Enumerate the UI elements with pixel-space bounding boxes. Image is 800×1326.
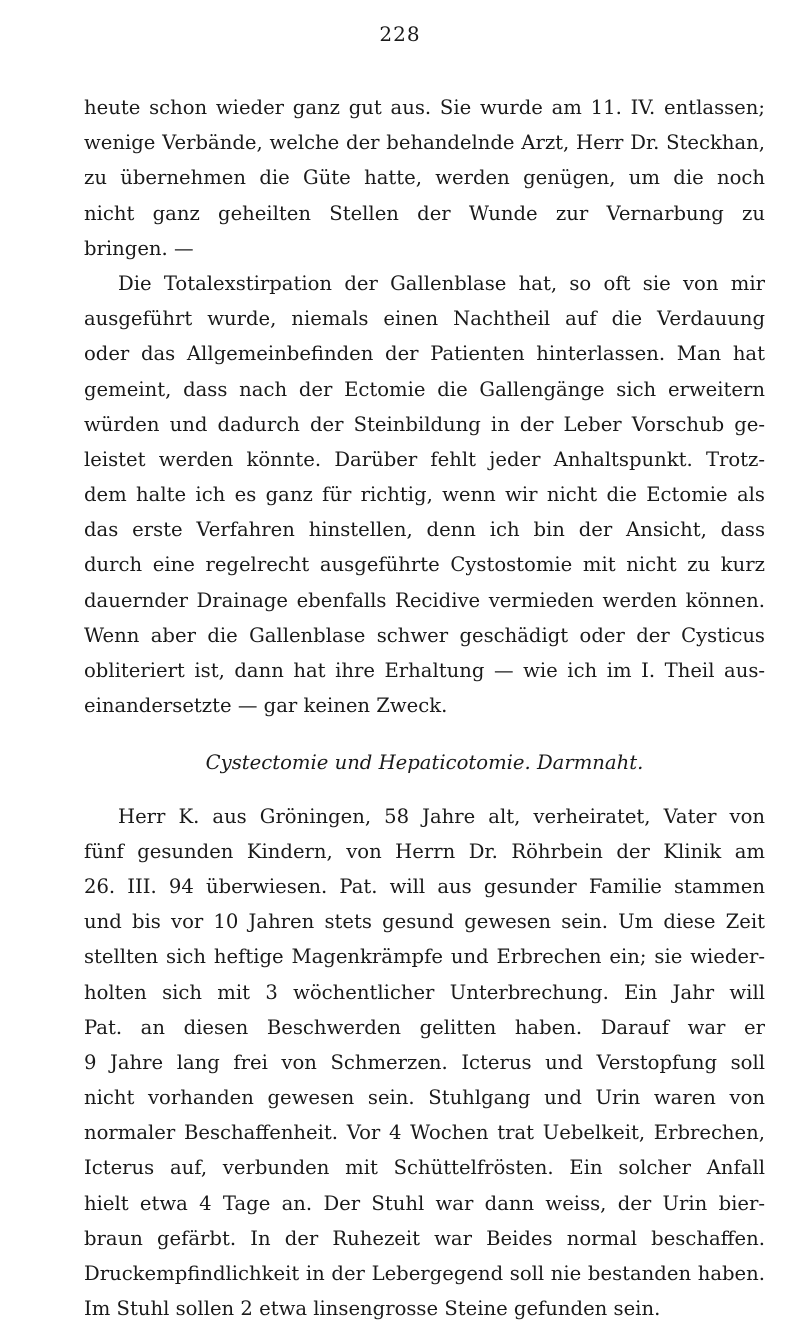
- text-line: oder das Allgemeinbefinden der Patienten hinterlassen. Man hat: [84, 342, 765, 366]
- text-line: braun gefärbt. In der Ruhezeit war Beides normal beschaffen.: [84, 1226, 765, 1250]
- text-line: Herr K. aus Gröningen, 58 Jahre alt, verheiratet, Vater von: [118, 804, 765, 828]
- text-line: bringen. —: [84, 236, 194, 260]
- text-line: gemeint, dass nach der Ectomie die Gallengänge sich erweitern: [84, 377, 765, 401]
- body-text: [84, 90, 765, 1326]
- text-line: stellten sich heftige Magenkrämpfe und Erbrechen ein; sie wieder-: [84, 945, 765, 969]
- text-line: ausgeführt wurde, niemals einen Nachtheil auf die Verdauung: [84, 307, 765, 331]
- text-line: das erste Verfahren hinstellen, denn ich bin der Ansicht, dass: [84, 518, 765, 542]
- text-line: zu übernehmen die Güte hatte, werden genügen, um die noch: [84, 166, 765, 190]
- section-heading: Cystectomie und Hepaticotomie. Darmnaht.: [205, 751, 644, 775]
- text-line: nicht vorhanden gewesen sein. Stuhlgang und Urin waren von: [84, 1086, 765, 1110]
- text-line: Im Stuhl sollen 2 etwa linsengrosse Steine gefunden sein.: [84, 1297, 661, 1321]
- text-line: einandersetzte — gar keinen Zweck.: [84, 694, 448, 718]
- text-line: dauernder Drainage ebenfalls Recidive vermieden werden können.: [84, 588, 765, 612]
- text-line: Druckempfindlichkeit in der Lebergegend soll nie bestanden haben.: [84, 1262, 765, 1285]
- text-line: Pat. an diesen Beschwerden gelitten haben. Darauf war er: [84, 1015, 765, 1039]
- text-line: 9 Jahre lang frei von Schmerzen. Icterus und Verstopfung soll: [84, 1050, 765, 1074]
- text-line: heute schon wieder ganz gut aus. Sie wurde am 11. IV. entlassen;: [84, 96, 765, 119]
- text-line: Icterus auf, verbunden mit Schüttelfrösten. Ein solcher Anfall: [84, 1156, 765, 1180]
- paragraph-totalexstirpation: [84, 266, 765, 723]
- text-line: Wenn aber die Gallenblase schwer geschädigt oder der Cysticus: [84, 623, 765, 647]
- text-line: leistet werden könnte. Darüber fehlt jeder Anhaltspunkt. Trotz-: [84, 447, 765, 471]
- text-line: durch eine regelrecht ausgeführte Cystostomie mit nicht zu kurz: [84, 553, 765, 577]
- text-line: 26. III. 94 überwiesen. Pat. will aus gesunder Familie stammen: [84, 874, 765, 898]
- text-line: fünf gesunden Kindern, von Herrn Dr. Röhrbein der Klinik am: [84, 839, 765, 863]
- text-line: obliteriert ist, dann hat ihre Erhaltung — wie ich im I. Theil aus-: [84, 659, 765, 682]
- paragraph-case-report: [84, 799, 765, 1326]
- page-number: 228: [379, 22, 421, 46]
- text-line: wenige Verbände, welche der behandelnde Arzt, Herr Dr. Steckhan,: [84, 131, 765, 155]
- text-line: nicht ganz geheilten Stellen der Wunde zur Vernarbung zu: [84, 201, 765, 225]
- text-line: und bis vor 10 Jahren stets gesund gewesen sein. Um diese Zeit: [84, 910, 765, 934]
- text-line: holten sich mit 3 wöchentlicher Unterbrechung. Ein Jahr will: [84, 980, 765, 1004]
- paragraph-discharge: [84, 90, 765, 266]
- text-line: würden und dadurch der Steinbildung in der Leber Vorschub ge-: [84, 412, 765, 436]
- text-line: dem halte ich es ganz für richtig, wenn wir nicht die Ectomie als: [84, 483, 765, 507]
- text-line: hielt etwa 4 Tage an. Der Stuhl war dann weiss, der Urin bier-: [84, 1191, 765, 1215]
- text-line: normaler Beschaffenheit. Vor 4 Wochen trat Uebelkeit, Erbrechen,: [84, 1121, 765, 1145]
- text-line: Die Totalexstirpation der Gallenblase hat, so oft sie von mir: [118, 271, 765, 295]
